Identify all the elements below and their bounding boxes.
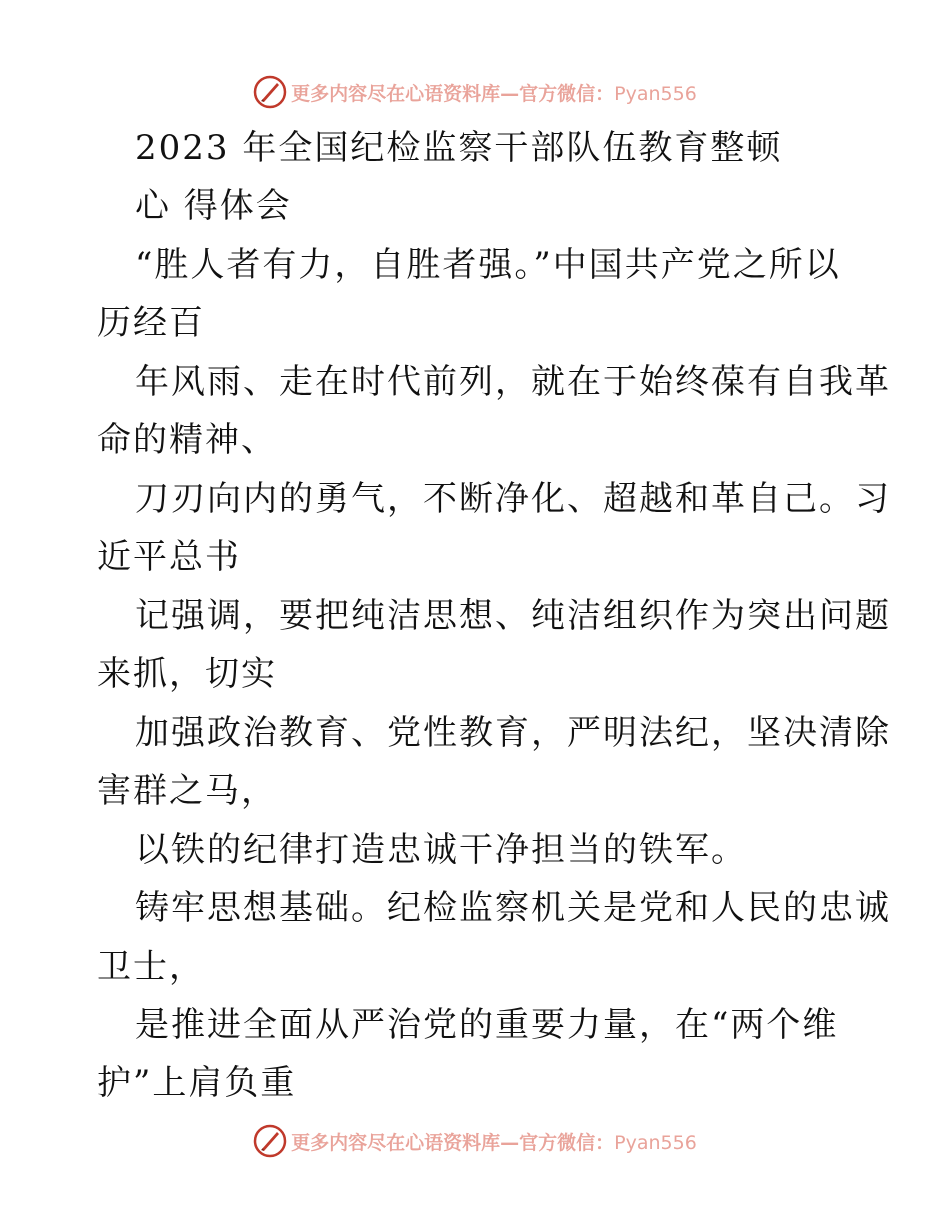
document-title-line1: 2023 年全国纪检监察干部队伍教育整顿	[135, 128, 783, 168]
body-line: 卫士，	[97, 947, 205, 987]
body-line: 记强调，要把纯洁思想、纯洁组织作为突出问题	[135, 596, 891, 636]
body-line: 护”上肩负重	[97, 1063, 297, 1103]
header-watermark	[0, 72, 950, 112]
watermark-text: 更多内容尽在心语资料库—官方微信：Pyan556	[291, 1131, 697, 1154]
quill-pen-icon	[253, 1124, 287, 1158]
body-line: 来抓，切实	[97, 654, 277, 694]
body-line: 是推进全面从严治党的重要力量，在“两个维	[135, 1005, 839, 1045]
body-line: 以铁的纪律打造忠诚干净担当的铁军。	[135, 830, 747, 870]
body-line: 加强政治教育、党性教育，严明法纪，坚决清除	[135, 713, 891, 753]
document-title-line2: 心 得体会	[135, 186, 292, 226]
body-line: 铸牢思想基础。纪检监察机关是党和人民的忠诚	[135, 888, 891, 928]
body-line: 年风雨、走在时代前列，就在于始终葆有自我革	[135, 362, 891, 402]
quill-pen-icon	[253, 75, 287, 109]
body-line: 命的精神、	[97, 420, 277, 460]
body-line: 害群之马，	[97, 771, 277, 811]
body-line: 刀刃向内的勇气，不断净化、超越和革自己。习	[135, 479, 891, 519]
footer-watermark	[0, 1121, 950, 1161]
watermark-text: 更多内容尽在心语资料库—官方微信：Pyan556	[291, 82, 697, 105]
body-line: “胜人者有力，自胜者强。”中国共产党之所以	[135, 245, 841, 285]
body-line: 近平总书	[97, 537, 241, 577]
body-line: 历经百	[97, 303, 205, 343]
